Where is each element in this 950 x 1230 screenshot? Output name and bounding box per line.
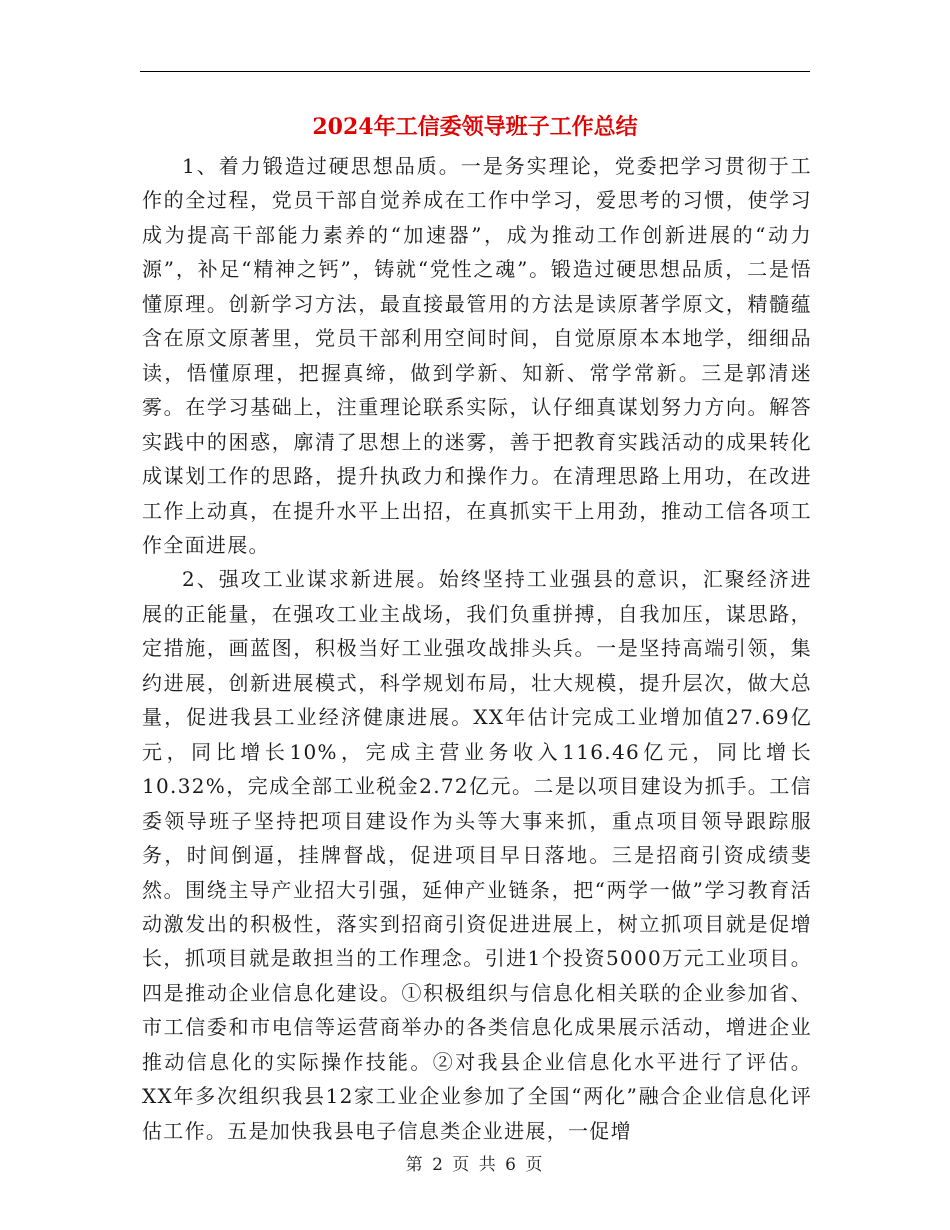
header-rule <box>140 71 810 72</box>
paragraph-2: 2、强攻工业谋求新进展。始终坚持工业强县的意识，汇聚经济进展的正能量，在强攻工业主战场，我们负重拼搏，自我加压，谋思路，定措施，画蓝图，积极当好工业强攻战排头兵。一是坚持高端引领，集约进展，创新进展模式，科学规划布局，壮大规模，提升层次，做大总量，促进我县工业经济健康进展。XX年估计完成工业增加值27.69亿元，同比增长10%，完成主营业务收入116.46亿元，同比增长10.32%，完成全部工业税金2.72亿元。二是以项目建设为抓手。工信委领导班子坚持把项目建设作为头等大事来抓，重点项目领导跟踪服务，时间倒逼，挂牌督战，促进项目早日落地。三是招商引资成绩斐然。围绕主导产业招大引强，延伸产业链条，把“两学一做”学习教育活动激发出的积极性，落实到招商引资促进进展上，树立抓项目就是促增长，抓项目就是敢担当的工作理念。引进1个投资5000万元工业项目。四是推动企业信息化建设。①积极组织与信息化相关联的企业参加省、市工信委和市电信等运营商举办的各类信息化成果展示活动，增进企业推动信息化的实际操作技能。②对我县企业信息化水平进行了评估。XX年多次组织我县12家工业企业参加了全国“两化”融合企业信息化评估工作。五是加快我县电子信息类企业进展，一促增 <box>142 567 812 1143</box>
document-body <box>142 149 812 1148</box>
paragraph-1: 1、着力锻造过硬思想品质。一是务实理论，党委把学习贯彻于工作的全过程，党员干部自觉养成在工作中学习，爱思考的习惯，使学习成为提高干部能力素养的“加速器”，成为推动工作创新进展的“动力源”，补足“精神之钙”，铸就“党性之魂”。锻造过硬思想品质，二是悟懂原理。创新学习方法，最直接最管用的方法是读原著学原文，精髓蕴含在原文原著里，党员干部利用空间时间，自觉原原本本地学，细细品读，悟懂原理，把握真缔，做到学新、知新、常学常新。三是郭清迷雾。在学习基础上，注重理论联系实际，认仔细真谋划努力方向。解答实践中的困惑，廓清了思想上的迷雾，善于把教育实践活动的成果转化成谋划工作的思路，提升执政力和操作力。在清理思路上用功，在改进工作上动真，在提升水平上出招，在真抓实干上用劲，推动工信各项工作全面进展。 <box>142 154 812 557</box>
page-footer: 第 2 页 共 6 页 <box>405 1155 545 1175</box>
document-title: 2024年工信委领导班子工作总结 <box>312 114 638 140</box>
